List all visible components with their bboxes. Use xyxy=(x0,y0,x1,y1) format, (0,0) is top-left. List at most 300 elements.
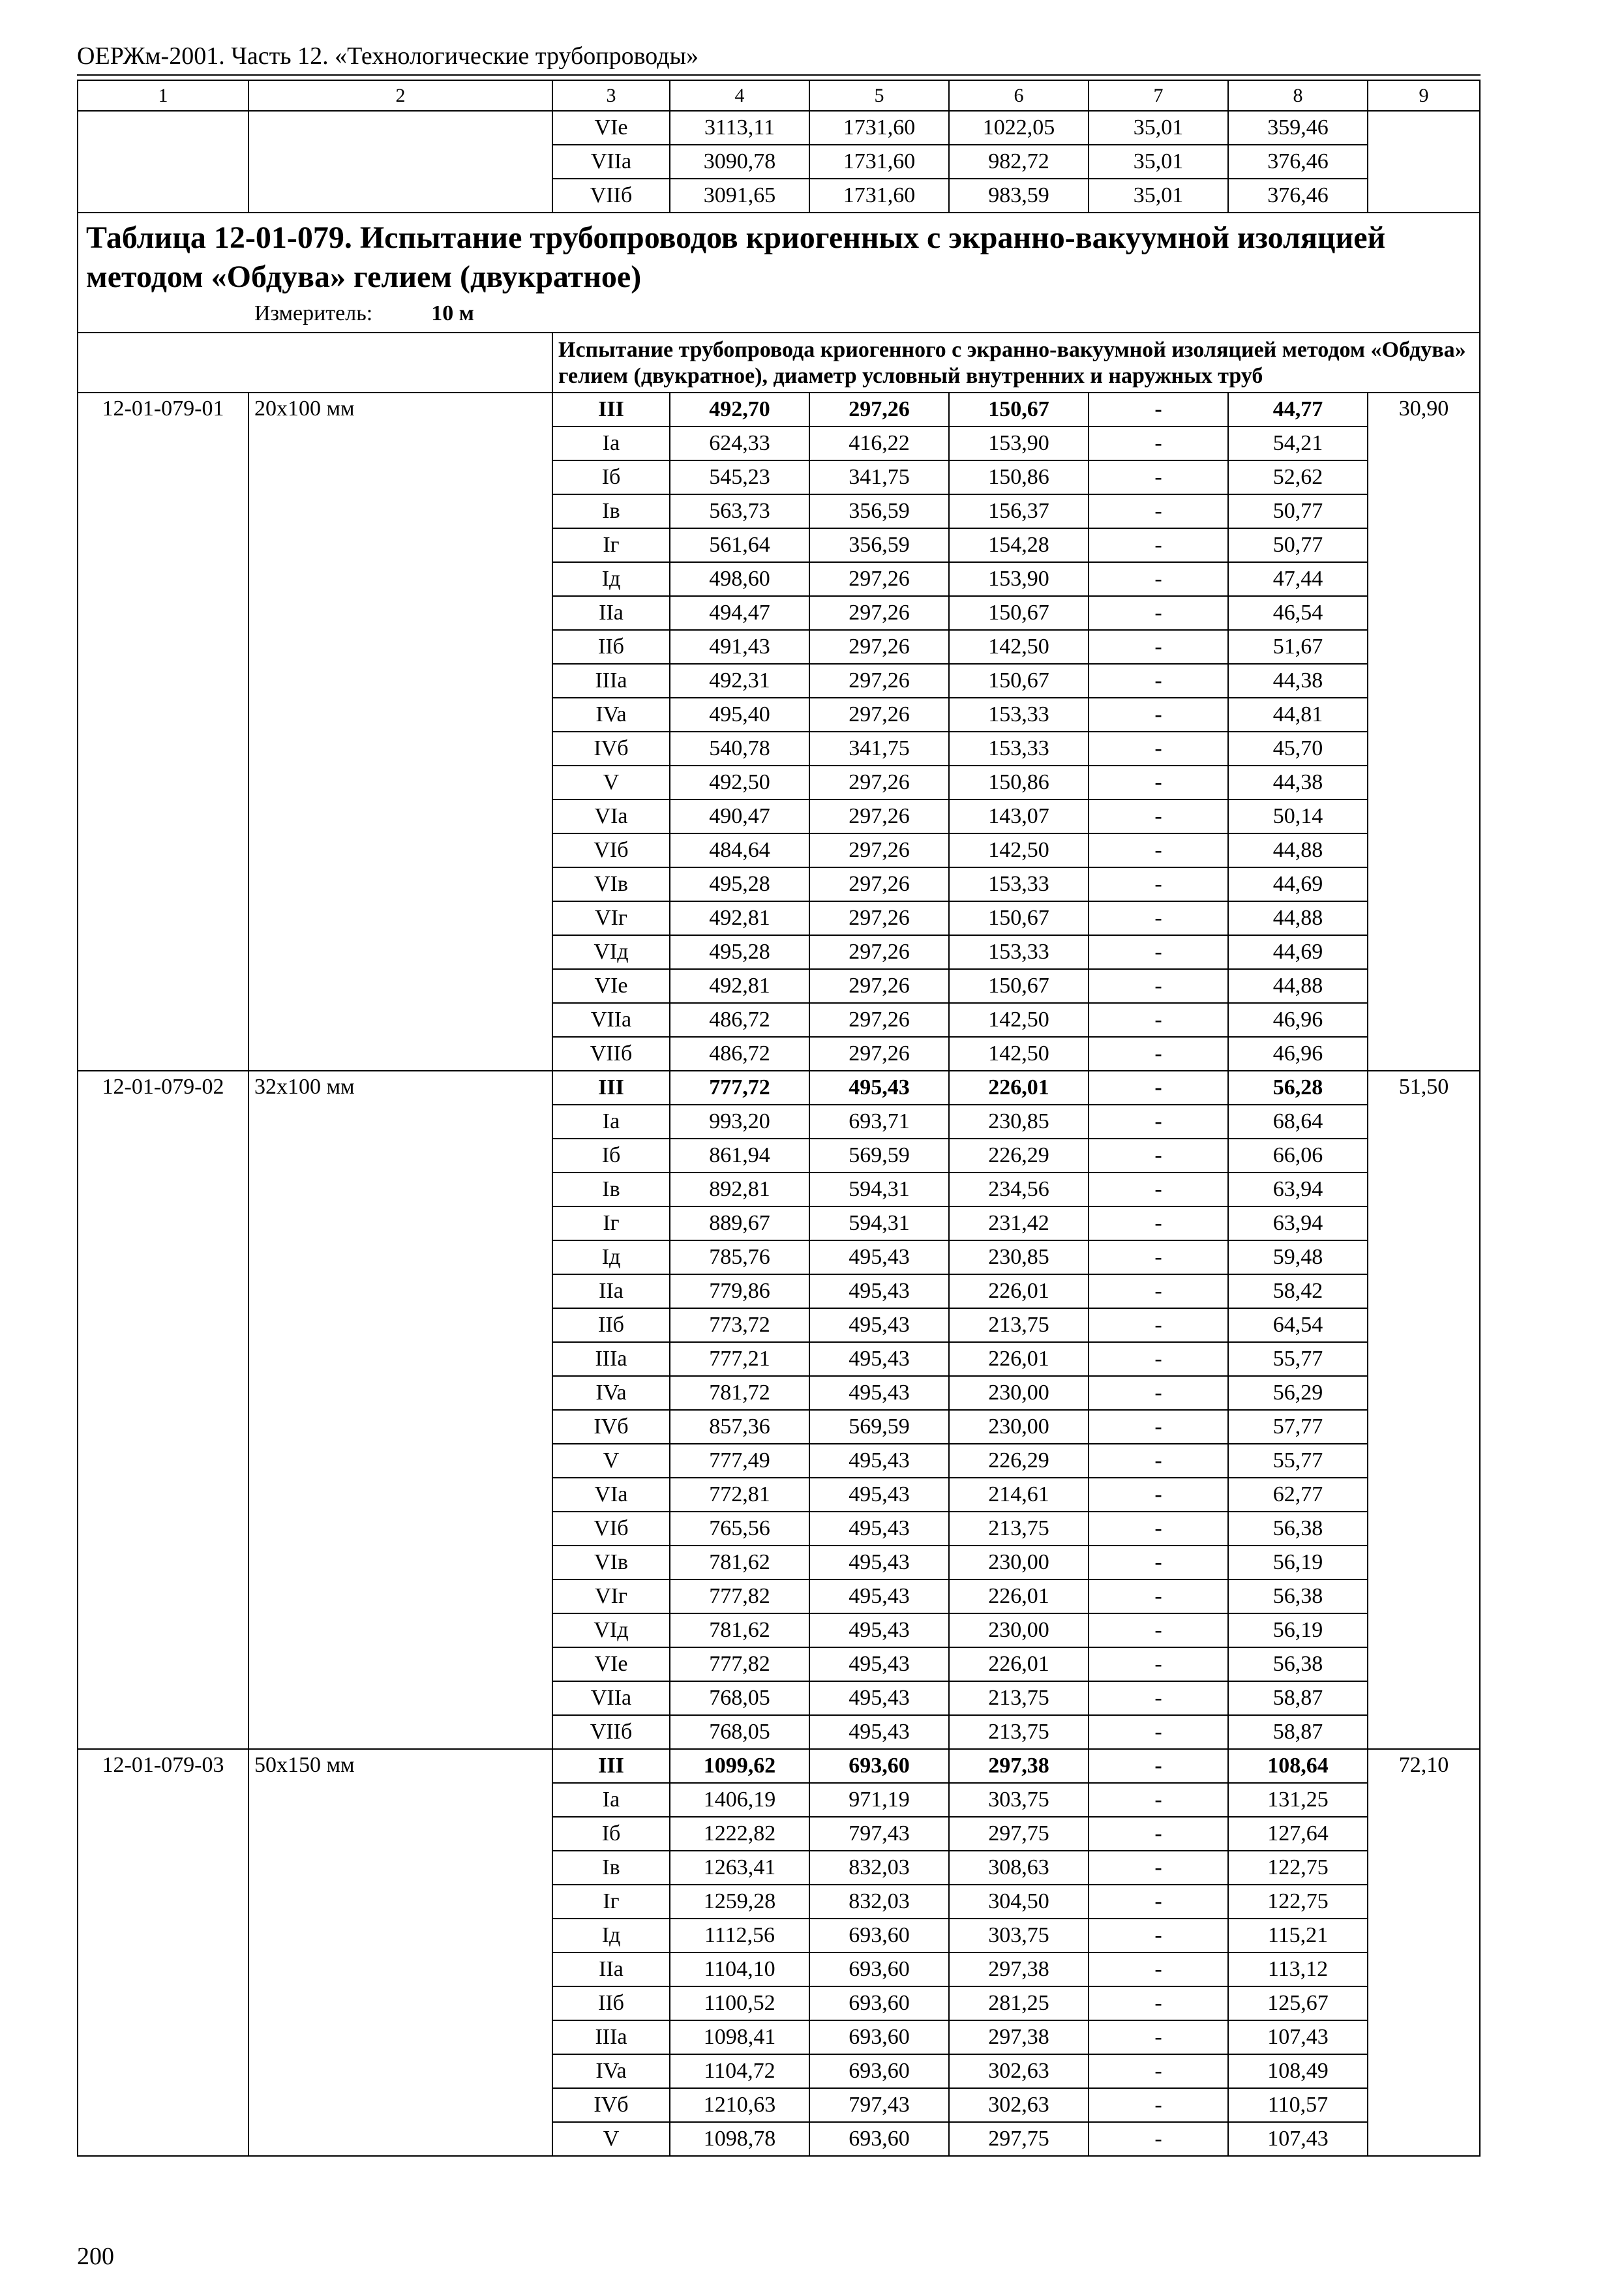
value-cell: 297,38 xyxy=(949,1749,1089,1783)
zone-cell: Ia xyxy=(552,1783,670,1817)
value-cell: 150,86 xyxy=(949,766,1089,800)
value-cell: 889,67 xyxy=(670,1206,809,1240)
value-cell: 768,05 xyxy=(670,1715,809,1749)
extra-cell: 72,10 xyxy=(1368,1749,1480,2156)
table-body xyxy=(78,80,1480,2156)
table-subtitle-row xyxy=(78,333,1480,393)
zone-cell: IIб xyxy=(552,1986,670,2020)
value-cell: 797,43 xyxy=(809,2088,949,2122)
zone-cell: III xyxy=(552,1071,670,1105)
table-title-cell xyxy=(78,213,1480,333)
value-cell: 356,59 xyxy=(809,494,949,528)
value-cell: - xyxy=(1089,1681,1228,1715)
value-cell: - xyxy=(1089,1749,1228,1783)
value-cell: 492,81 xyxy=(670,969,809,1003)
value-cell: 44,88 xyxy=(1228,969,1368,1003)
value-cell: - xyxy=(1089,1512,1228,1546)
value-cell: 213,75 xyxy=(949,1715,1089,1749)
table-row xyxy=(78,393,1480,426)
column-number-row xyxy=(78,80,1480,111)
table-row xyxy=(78,111,1480,145)
value-cell: 35,01 xyxy=(1089,145,1228,179)
zone-cell: Ia xyxy=(552,426,670,460)
value-cell: 226,01 xyxy=(949,1579,1089,1613)
value-cell: 44,69 xyxy=(1228,867,1368,901)
zone-cell: VIд xyxy=(552,935,670,969)
value-cell: 797,43 xyxy=(809,1817,949,1851)
value-cell: - xyxy=(1089,596,1228,630)
value-cell: 569,59 xyxy=(809,1410,949,1444)
value-cell: 303,75 xyxy=(949,1919,1089,1952)
value-cell: 156,37 xyxy=(949,494,1089,528)
value-cell: 297,26 xyxy=(809,833,949,867)
value-cell: 56,38 xyxy=(1228,1512,1368,1546)
value-cell: - xyxy=(1089,528,1228,562)
value-cell: 594,31 xyxy=(809,1173,949,1206)
value-cell: 150,67 xyxy=(949,596,1089,630)
code-cell: 12-01-079-01 xyxy=(78,393,248,1071)
zone-cell: IIIa xyxy=(552,664,670,698)
value-cell: 1263,41 xyxy=(670,1851,809,1885)
zone-cell: V xyxy=(552,2122,670,2156)
value-cell: 142,50 xyxy=(949,1003,1089,1037)
norms-table xyxy=(77,80,1481,2157)
value-cell: 1406,19 xyxy=(670,1783,809,1817)
value-cell: - xyxy=(1089,867,1228,901)
value-cell: 143,07 xyxy=(949,800,1089,833)
zone-cell: IVб xyxy=(552,1410,670,1444)
value-cell: 486,72 xyxy=(670,1037,809,1071)
value-cell: 56,19 xyxy=(1228,1613,1368,1647)
zone-cell: V xyxy=(552,766,670,800)
value-cell: 492,31 xyxy=(670,664,809,698)
value-cell: 983,59 xyxy=(949,179,1089,213)
value-cell: 297,26 xyxy=(809,901,949,935)
value-cell: 376,46 xyxy=(1228,145,1368,179)
value-cell: 51,67 xyxy=(1228,630,1368,664)
zone-cell: IIб xyxy=(552,1308,670,1342)
value-cell: 108,49 xyxy=(1228,2054,1368,2088)
value-cell: 58,87 xyxy=(1228,1681,1368,1715)
column-number: 2 xyxy=(248,80,552,111)
value-cell: 297,26 xyxy=(809,1037,949,1071)
value-cell: 1259,28 xyxy=(670,1885,809,1919)
value-cell: 3091,65 xyxy=(670,179,809,213)
value-cell: 297,26 xyxy=(809,596,949,630)
value-cell: 297,75 xyxy=(949,1817,1089,1851)
value-cell: 297,26 xyxy=(809,1003,949,1037)
value-cell: 693,60 xyxy=(809,2020,949,2054)
table-title-row xyxy=(78,213,1480,333)
value-cell: 832,03 xyxy=(809,1851,949,1885)
value-cell: - xyxy=(1089,1715,1228,1749)
zone-cell: Iг xyxy=(552,528,670,562)
value-cell: 495,43 xyxy=(809,1342,949,1376)
value-cell: 768,05 xyxy=(670,1681,809,1715)
value-cell: 302,63 xyxy=(949,2088,1089,2122)
value-cell: - xyxy=(1089,698,1228,732)
value-cell: 297,26 xyxy=(809,766,949,800)
value-cell: 832,03 xyxy=(809,1885,949,1919)
table-row xyxy=(78,1749,1480,1783)
value-cell: 495,28 xyxy=(670,935,809,969)
value-cell: 495,43 xyxy=(809,1274,949,1308)
value-cell: 1098,78 xyxy=(670,2122,809,2156)
value-cell: 50,14 xyxy=(1228,800,1368,833)
value-cell: 495,43 xyxy=(809,1478,949,1512)
zone-cell: VIб xyxy=(552,1512,670,1546)
value-cell: 56,19 xyxy=(1228,1546,1368,1579)
code-cell: 12-01-079-03 xyxy=(78,1749,248,2156)
value-cell: - xyxy=(1089,1376,1228,1410)
zone-cell: IVa xyxy=(552,1376,670,1410)
value-cell: 563,73 xyxy=(670,494,809,528)
subtitle-spacer xyxy=(78,333,552,393)
value-cell: 230,00 xyxy=(949,1613,1089,1647)
value-cell: 857,36 xyxy=(670,1410,809,1444)
zone-cell: Iб xyxy=(552,1817,670,1851)
value-cell: 982,72 xyxy=(949,145,1089,179)
zone-cell: VIe xyxy=(552,969,670,1003)
value-cell: 495,43 xyxy=(809,1308,949,1342)
value-cell: 297,26 xyxy=(809,800,949,833)
value-cell: 50,77 xyxy=(1228,494,1368,528)
value-cell: 993,20 xyxy=(670,1105,809,1139)
value-cell: 297,26 xyxy=(809,935,949,969)
value-cell: 231,42 xyxy=(949,1206,1089,1240)
zone-cell: VIIб xyxy=(552,179,670,213)
zone-cell: Iб xyxy=(552,460,670,494)
zone-cell: IVa xyxy=(552,2054,670,2088)
value-cell: 57,77 xyxy=(1228,1410,1368,1444)
zone-cell: Iб xyxy=(552,1139,670,1173)
value-cell: 492,70 xyxy=(670,393,809,426)
value-cell: - xyxy=(1089,1952,1228,1986)
value-cell: - xyxy=(1089,460,1228,494)
zone-cell: IVб xyxy=(552,2088,670,2122)
value-cell: 127,64 xyxy=(1228,1817,1368,1851)
value-cell: 45,70 xyxy=(1228,732,1368,766)
code-cell: 12-01-079-02 xyxy=(78,1071,248,1749)
value-cell: 304,50 xyxy=(949,1885,1089,1919)
value-cell: 56,38 xyxy=(1228,1647,1368,1681)
zone-cell: IVб xyxy=(552,732,670,766)
value-cell: - xyxy=(1089,1206,1228,1240)
zone-cell: IIб xyxy=(552,630,670,664)
value-cell: - xyxy=(1089,630,1228,664)
value-cell: 46,54 xyxy=(1228,596,1368,630)
zone-cell: V xyxy=(552,1444,670,1478)
value-cell: - xyxy=(1089,1851,1228,1885)
value-cell: 540,78 xyxy=(670,732,809,766)
value-cell: 56,38 xyxy=(1228,1579,1368,1613)
value-cell: 131,25 xyxy=(1228,1783,1368,1817)
value-cell: 142,50 xyxy=(949,630,1089,664)
value-cell: 226,01 xyxy=(949,1647,1089,1681)
value-cell: 153,90 xyxy=(949,426,1089,460)
value-cell: 1100,52 xyxy=(670,1986,809,2020)
value-cell: 297,26 xyxy=(809,867,949,901)
value-cell: 773,72 xyxy=(670,1308,809,1342)
value-cell: 213,75 xyxy=(949,1512,1089,1546)
value-cell: 492,81 xyxy=(670,901,809,935)
value-cell: 58,42 xyxy=(1228,1274,1368,1308)
zone-cell: Iд xyxy=(552,562,670,596)
value-cell: 63,94 xyxy=(1228,1173,1368,1206)
value-cell: 35,01 xyxy=(1089,179,1228,213)
value-cell: 297,26 xyxy=(809,664,949,698)
column-number: 8 xyxy=(1228,80,1368,111)
value-cell: 495,43 xyxy=(809,1579,949,1613)
value-cell: - xyxy=(1089,901,1228,935)
value-cell: 777,82 xyxy=(670,1647,809,1681)
value-cell: 693,60 xyxy=(809,1986,949,2020)
value-cell: - xyxy=(1089,1783,1228,1817)
zone-cell: VIe xyxy=(552,1647,670,1681)
value-cell: - xyxy=(1089,935,1228,969)
unit-line xyxy=(86,299,1471,328)
value-cell: - xyxy=(1089,1885,1228,1919)
value-cell: 234,56 xyxy=(949,1173,1089,1206)
value-cell: 781,62 xyxy=(670,1546,809,1579)
value-cell: 303,75 xyxy=(949,1783,1089,1817)
value-cell: 777,49 xyxy=(670,1444,809,1478)
value-cell: 490,47 xyxy=(670,800,809,833)
value-cell: 693,60 xyxy=(809,1952,949,1986)
value-cell: 230,00 xyxy=(949,1410,1089,1444)
value-cell: - xyxy=(1089,969,1228,1003)
value-cell: 1104,10 xyxy=(670,1952,809,1986)
value-cell: 297,26 xyxy=(809,698,949,732)
value-cell: 56,28 xyxy=(1228,1071,1368,1105)
value-cell: - xyxy=(1089,1919,1228,1952)
value-cell: 113,12 xyxy=(1228,1952,1368,1986)
value-cell: 122,75 xyxy=(1228,1885,1368,1919)
value-cell: 47,44 xyxy=(1228,562,1368,596)
column-number: 5 xyxy=(809,80,949,111)
value-cell: 494,47 xyxy=(670,596,809,630)
value-cell: 495,43 xyxy=(809,1613,949,1647)
unit-label: Измеритель: xyxy=(254,301,373,325)
value-cell: - xyxy=(1089,1986,1228,2020)
value-cell: 44,38 xyxy=(1228,766,1368,800)
value-cell: 214,61 xyxy=(949,1478,1089,1512)
value-cell: - xyxy=(1089,1003,1228,1037)
value-cell: - xyxy=(1089,2088,1228,2122)
value-cell: 495,43 xyxy=(809,1071,949,1105)
value-cell: 492,50 xyxy=(670,766,809,800)
value-cell: 68,64 xyxy=(1228,1105,1368,1139)
value-cell: 125,67 xyxy=(1228,1986,1368,2020)
value-cell: 484,64 xyxy=(670,833,809,867)
value-cell: 297,26 xyxy=(809,630,949,664)
value-cell: 44,81 xyxy=(1228,698,1368,732)
value-cell: - xyxy=(1089,1817,1228,1851)
extra-cell: 51,50 xyxy=(1368,1071,1480,1749)
value-cell: 64,54 xyxy=(1228,1308,1368,1342)
value-cell: 1022,05 xyxy=(949,111,1089,145)
value-cell: 594,31 xyxy=(809,1206,949,1240)
value-cell: 495,40 xyxy=(670,698,809,732)
value-cell: 54,21 xyxy=(1228,426,1368,460)
value-cell: 1222,82 xyxy=(670,1817,809,1851)
zone-cell: VIIa xyxy=(552,1681,670,1715)
value-cell: - xyxy=(1089,732,1228,766)
zone-cell: VIa xyxy=(552,800,670,833)
value-cell: 62,77 xyxy=(1228,1478,1368,1512)
value-cell: 3090,78 xyxy=(670,145,809,179)
value-cell: 226,29 xyxy=(949,1444,1089,1478)
value-cell: 376,46 xyxy=(1228,179,1368,213)
value-cell: - xyxy=(1089,800,1228,833)
value-cell: 1098,41 xyxy=(670,2020,809,2054)
header-rule xyxy=(77,74,1481,76)
value-cell: 226,29 xyxy=(949,1139,1089,1173)
value-cell: 226,01 xyxy=(949,1071,1089,1105)
value-cell: 213,75 xyxy=(949,1681,1089,1715)
value-cell: 302,63 xyxy=(949,2054,1089,2088)
zone-cell: IIIa xyxy=(552,1342,670,1376)
value-cell: 359,46 xyxy=(1228,111,1368,145)
value-cell: 777,21 xyxy=(670,1342,809,1376)
column-number: 3 xyxy=(552,80,670,111)
column-number: 6 xyxy=(949,80,1089,111)
value-cell: 1731,60 xyxy=(809,179,949,213)
zone-cell: Ia xyxy=(552,1105,670,1139)
value-cell: 150,86 xyxy=(949,460,1089,494)
value-cell: 765,56 xyxy=(670,1512,809,1546)
value-cell: - xyxy=(1089,1105,1228,1139)
value-cell: 153,90 xyxy=(949,562,1089,596)
zone-cell: VIв xyxy=(552,1546,670,1579)
zone-cell: IIa xyxy=(552,1952,670,1986)
page-number: 200 xyxy=(77,2243,114,2270)
value-cell: - xyxy=(1089,1071,1228,1105)
value-cell: 44,88 xyxy=(1228,833,1368,867)
value-cell: 226,01 xyxy=(949,1274,1089,1308)
zone-cell: VIб xyxy=(552,833,670,867)
value-cell: 46,96 xyxy=(1228,1037,1368,1071)
value-cell: 142,50 xyxy=(949,1037,1089,1071)
value-cell: 341,75 xyxy=(809,460,949,494)
value-cell: 297,26 xyxy=(809,969,949,1003)
value-cell: 115,21 xyxy=(1228,1919,1368,1952)
value-cell: 153,33 xyxy=(949,732,1089,766)
value-cell: 150,67 xyxy=(949,901,1089,935)
value-cell: 356,59 xyxy=(809,528,949,562)
value-cell: - xyxy=(1089,1546,1228,1579)
value-cell: - xyxy=(1089,2122,1228,2156)
zone-cell: VIIб xyxy=(552,1037,670,1071)
value-cell: 142,50 xyxy=(949,833,1089,867)
zone-cell: VIд xyxy=(552,1613,670,1647)
value-cell: 495,43 xyxy=(809,1240,949,1274)
value-cell: 693,71 xyxy=(809,1105,949,1139)
value-cell: 495,43 xyxy=(809,1647,949,1681)
value-cell: 44,38 xyxy=(1228,664,1368,698)
value-cell: 150,67 xyxy=(949,969,1089,1003)
value-cell: 59,48 xyxy=(1228,1240,1368,1274)
zone-cell: IIIa xyxy=(552,2020,670,2054)
value-cell: 35,01 xyxy=(1089,111,1228,145)
value-cell: 495,43 xyxy=(809,1512,949,1546)
value-cell: 150,67 xyxy=(949,664,1089,698)
zone-cell: Iв xyxy=(552,1173,670,1206)
value-cell: 56,29 xyxy=(1228,1376,1368,1410)
value-cell: 561,64 xyxy=(670,528,809,562)
value-cell: 861,94 xyxy=(670,1139,809,1173)
value-cell: 1210,63 xyxy=(670,2088,809,2122)
value-cell: 297,38 xyxy=(949,1952,1089,1986)
value-cell: 495,43 xyxy=(809,1444,949,1478)
value-cell: - xyxy=(1089,1410,1228,1444)
value-cell: - xyxy=(1089,1579,1228,1613)
value-cell: 107,43 xyxy=(1228,2020,1368,2054)
value-cell: 44,69 xyxy=(1228,935,1368,969)
value-cell: - xyxy=(1089,393,1228,426)
value-cell: 781,72 xyxy=(670,1376,809,1410)
value-cell: - xyxy=(1089,1613,1228,1647)
page-header: ОЕРЖм-2001. Часть 12. «Технологические трубопроводы» xyxy=(77,42,699,70)
value-cell: 341,75 xyxy=(809,732,949,766)
value-cell: 308,63 xyxy=(949,1851,1089,1885)
column-number: 1 xyxy=(78,80,248,111)
zone-cell: Iв xyxy=(552,1851,670,1885)
value-cell: 226,01 xyxy=(949,1342,1089,1376)
value-cell: 154,28 xyxy=(949,528,1089,562)
zone-cell: Iг xyxy=(552,1885,670,1919)
size-cell: 32х100 мм xyxy=(248,1071,552,1749)
value-cell: - xyxy=(1089,766,1228,800)
size-cell: 20х100 мм xyxy=(248,393,552,1071)
zone-cell: VIIa xyxy=(552,1003,670,1037)
value-cell: 971,19 xyxy=(809,1783,949,1817)
zone-cell: VIe xyxy=(552,111,670,145)
value-cell: 693,60 xyxy=(809,2054,949,2088)
value-cell: 230,00 xyxy=(949,1546,1089,1579)
value-cell: 693,60 xyxy=(809,2122,949,2156)
value-cell: 693,60 xyxy=(809,1749,949,1783)
value-cell: 495,43 xyxy=(809,1376,949,1410)
value-cell: 153,33 xyxy=(949,698,1089,732)
zone-cell: IVa xyxy=(552,698,670,732)
zone-cell: Iв xyxy=(552,494,670,528)
value-cell: - xyxy=(1089,2054,1228,2088)
value-cell: 1099,62 xyxy=(670,1749,809,1783)
table-title: Таблица 12-01-079. Испытание трубопроводов криогенных с экранно-вакуумной изоляцией методом «Обдува» гелием (двукратное) xyxy=(86,220,1386,294)
zone-cell: III xyxy=(552,1749,670,1783)
value-cell: 213,75 xyxy=(949,1308,1089,1342)
value-cell: 66,06 xyxy=(1228,1139,1368,1173)
zone-cell: IIa xyxy=(552,1274,670,1308)
value-cell: 624,33 xyxy=(670,426,809,460)
value-cell: 777,82 xyxy=(670,1579,809,1613)
zone-cell: III xyxy=(552,393,670,426)
value-cell: 107,43 xyxy=(1228,2122,1368,2156)
value-cell: 495,28 xyxy=(670,867,809,901)
value-cell: 110,57 xyxy=(1228,2088,1368,2122)
value-cell: 44,88 xyxy=(1228,901,1368,935)
value-cell: 297,38 xyxy=(949,2020,1089,2054)
value-cell: 58,87 xyxy=(1228,1715,1368,1749)
value-cell: 495,43 xyxy=(809,1681,949,1715)
value-cell: 46,96 xyxy=(1228,1003,1368,1037)
unit-value: 10 м xyxy=(431,301,474,325)
value-cell: 785,76 xyxy=(670,1240,809,1274)
value-cell: 693,60 xyxy=(809,1919,949,1952)
value-cell: - xyxy=(1089,1342,1228,1376)
value-cell: 55,77 xyxy=(1228,1342,1368,1376)
